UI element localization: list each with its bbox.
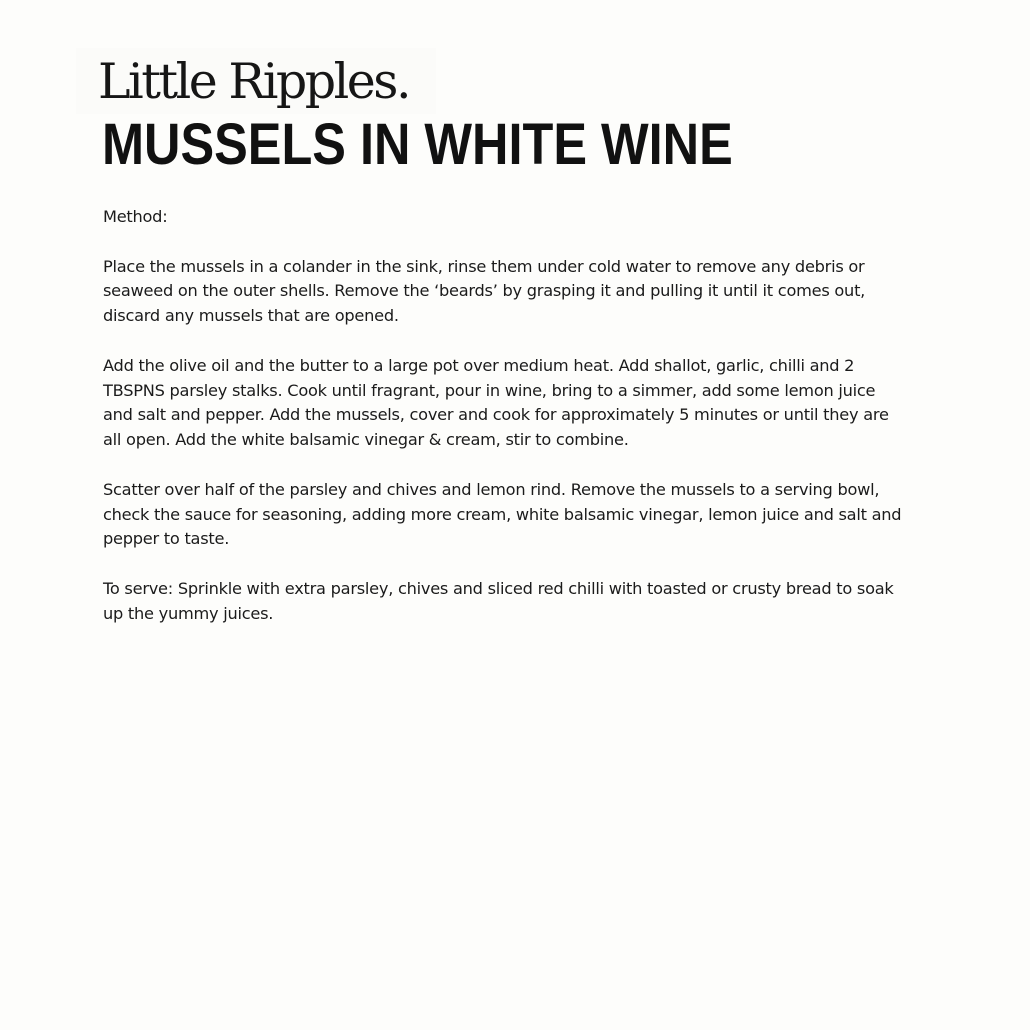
- method-section: [103, 205, 903, 651]
- brand-logo: Little Ripples.: [98, 53, 410, 110]
- method-heading: Method:: [103, 207, 168, 226]
- method-step: Add the olive oil and the butter to a large pot over medium heat. Add shallot, garlic, chilli and 2 TBSPNS parsley stalks. Cook until fragrant, pour in wine, bring to a simmer, add some lemon juice and salt and pepper. Add the mussels, cover and cook for approximately 5 minutes or until they are all open. Add the white balsamic vinegar & cream, stir to combine.: [103, 355, 889, 450]
- method-step: To serve: Sprinkle with extra parsley, chives and sliced red chilli with toasted or crusty bread to soak up the yummy juices.: [103, 578, 894, 623]
- method-step: Scatter over half of the parsley and chives and lemon rind. Remove the mussels to a serving bowl, check the sauce for seasoning, adding more cream, white balsamic vinegar, lemon juice and salt and pepper to taste.: [103, 479, 902, 549]
- method-step: Place the mussels in a colander in the sink, rinse them under cold water to remove any debris or seaweed on the outer shells. Remove the ‘beards’ by grasping it and pulling it until it comes out, discard any mussels that are opened.: [103, 256, 866, 326]
- recipe-title: MUSSELS IN WHITE WINE: [102, 112, 733, 177]
